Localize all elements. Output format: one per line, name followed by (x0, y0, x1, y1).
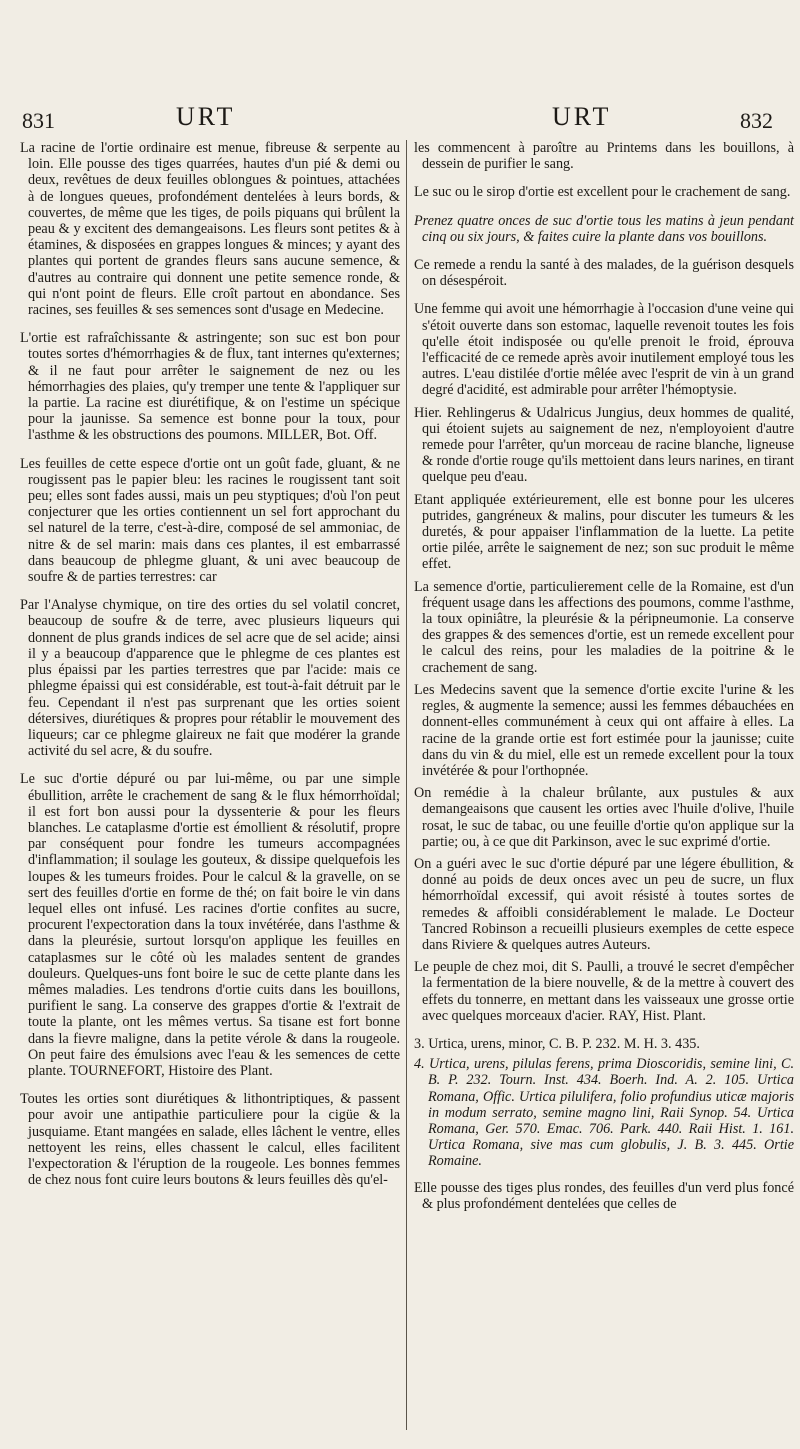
paragraph: Le suc ou le sirop d'ortie est excellent pour le crachement de sang. (414, 184, 791, 201)
recipe-paragraph: Prenez quatre onces de suc d'ortie tous les matins à jeun pendant cinq ou six jours, & faites cuire la plante dans vos bouillons. (414, 212, 794, 245)
species-list (414, 1036, 794, 1170)
paragraph: L'ortie est rafraîchissante & astringente; son suc est bon pour toutes sortes d'hémorrhagies & de flux, tant internes qu'externes; & il ne faut pour arrêter le saignement de nez ou les hémorrhagies des plaies, qu'y tremper une tente & l'appliquer sur la partie. La racine est diurétifique, & on l'estime un spécique pour la jaunisse. Sa semence est bonne pour la toux, pour l'asthme & les obstructions des poumons. MILLER, Bot. Off. (20, 330, 400, 444)
right-column (414, 140, 794, 1224)
paragraph: Hier. Rehlingerus & Udalricus Jungius, deux hommes de qualité, qui étoient sujets au saignement de nez, n'employoient d'autre remede pour l'arrêter, qu'un morceau de racine blanche, ligneuse & ronde d'ortie rouge qu'ils mettoient dans leurs narines, en tirant quelque peu d'eau. (414, 404, 794, 486)
paragraph: Le peuple de chez moi, dit S. Paulli, a trouvé le secret d'empêcher la fermentation de la biere nouvelle, & de la mettre à couvert des effets du tonnerre, en mettant dans les vaisseaux une grosse ortie avec quelques morceaux d'acier. RAY, Hist. Plant. (414, 959, 794, 1024)
paragraph: Elle pousse des tiges plus rondes, des feuilles d'un verd plus foncé & plus profondément dentelées que celles de (414, 1179, 794, 1212)
left-running-head: URT (176, 102, 236, 131)
left-column (20, 140, 400, 1200)
paragraph: La racine de l'ortie ordinaire est menue, fibreuse & serpente au loin. Elle pousse des tiges quarrées, hautes d'un pié & demi ou deux, revêtues de deux feuilles oblongues & pointues, attachées à de longues queues, profondément dentelées à leurs bords, & couvertes, de même que les tiges, de poils piquans qui brûlent la peau & y excitent des demangeaisons. Les fleurs sont petites & à étamines, & disposées en grappes longues & minces; y ayant des plantes qui portent de grandes fleurs sans aucune semence, & d'autres au contraire qui donnent une petite semence ronde, & qui n'ont point de fleurs. Elle croît partout en abondance. Ses racines, ses feuilles & ses semences sont d'usage en Medecine. (20, 140, 400, 319)
paragraph: Etant appliquée extérieurement, elle est bonne pour les ulceres putrides, gangréneux & malins, pour discuter les tumeurs & les duretés, & pour appaiser l'inflammation de la luette. La petite ortie pilée, arrête le saignement de nez; son suc produit le même effet. (414, 491, 794, 573)
species-entry: 3. Urtica, urens, minor, C. B. P. 232. M. H. 3. 435. (414, 1035, 700, 1052)
species-entry: 4. Urtica, urens, pilulas ferens, prima Dioscoridis, semine lini, C. B. P. 232. Tourn. Inst. 434. Boerh. Ind. A. 2. 105. Urtica Romana, Offic. Urtica pilulifera, folio profundius uticæ majoris in modum serrato, semine magno lini, Raii Synop. 54. Urtica Romana, Ger. 570. Emac. 706. Park. 440. Raii Hist. 1. 161. Urtica Romana, sive mas cum globulis, J. B. 3. 445. Ortie Romaine. (414, 1056, 794, 1170)
column-divider (406, 140, 407, 1430)
paragraph: Les feuilles de cette espece d'ortie ont un goût fade, gluant, & ne rougissent pas le papier bleu: les racines le rougissent tant soit peu; elles sont fades aussi, mais un peu styptiques; d'où l'on peut conjecturer que les orties contiennent un sel fort approchant du sel naturel de la terre, c'est-à-dire, composé de sel ammoniac, de nitre & de sel marin: mais dans ces plantes, il est embarrassé dans beaucoup de phlegme gluant, & uni avec beaucoup de soufre & de parties terrestres: car (20, 455, 400, 586)
paragraph: Ce remede a rendu la santé à des malades, de la guérison desquels on désespéroit. (414, 257, 794, 290)
paragraph: Toutes les orties sont diurétiques & lithontriptiques, & passent pour avoir une antipathie particuliere pour la cigüe & la jusquiame. Etant mangées en salade, elles lâchent le ventre, elles nettoyent les reins, elles chassent le calcul, elles facilitent l'expectoration & l'éruption de la rougeole. Les bonnes femmes de chez nous font cuire leurs boutons & leurs feuilles dès qu'el- (20, 1091, 400, 1189)
paragraph: les commencent à paroître au Printems dans les bouillons, à dessein de purifier le sang. (414, 140, 794, 173)
left-page-number: 831 (22, 108, 55, 133)
paragraph: Par l'Analyse chymique, on tire des orties du sel volatil concret, beaucoup de soufre & de terre, avec plusieurs liqueurs qui donnent de plus grands indices de sel acre que de sel acide; ainsi il y a beaucoup d'apparence que le phlegme de ces plantes est plus épaissi par les parties terrestres que par l'acide: mais ce phlegme épaissi qui est considérable, est tout-à-fait détruit par le feu. Cependant il n'est pas surprenant que les orties soient détersives, diurétiques & propres pour rétablir le mouvement des liqueurs; car ce phlegme glaireux ne fait que modérer la grande activité du sel acre, & du soufre. (20, 597, 400, 760)
paragraph: On a guéri avec le suc d'ortie dépuré par une légere ébullition, & donné au poids de deux onces avec un peu de sucre, un flux hémorrhoïdal excessif, qui avoit résisté à toutes sortes de remedes & affoibli considérablement le malade. Le Docteur Tancred Robinson a recueilli plusieurs exemples de cette espece dans Riviere & quelques autres Auteurs. (414, 855, 794, 953)
right-running-head: URT (552, 102, 612, 131)
right-page-number: 832 (740, 108, 773, 133)
paragraph: Les Medecins savent que la semence d'ortie excite l'urine & les regles, & augmente la semence; aussi les femmes débauchées en donnent-elles communément à ceux qui ont affaire à elles. La racine de la grande ortie est fort estimée pour la jaunisse; cuite dans du vin & du miel, elle est un remede excellent pour la toux invétérée & pour l'orthopnée. (414, 681, 794, 779)
paragraph: Une femme qui avoit une hémorrhagie à l'occasion d'une veine qui s'étoit ouverte dans son estomac, laquelle revenoit toutes les fois qu'elle étoit indisposée ou qu'elle prenoit le froid, éprouva l'efficacité de ce remede après avoir inutilement employé tous les autres. L'eau distilée d'ortie mêlée avec l'esprit de vin à un grand degré d'acidité, est admirable pour arrêter l'hémoptysie. (414, 301, 794, 399)
paragraph: On remédie à la chaleur brûlante, aux pustules & aux demangeaisons que causent les orties avec l'huile d'olive, l'huile rosat, le suc de tabac, ou une feuille d'ortie qu'on applique sur la partie; ou, à ce que dit Parkinson, avec le suc exprimé d'ortie. (414, 785, 794, 850)
paragraph: La semence d'ortie, particulierement celle de la Romaine, est d'un fréquent usage dans les affections des poumons, comme l'asthme, la toux opiniâtre, la pleurésie & la péripneumonie. La conserve des grappes & des semences d'ortie, est un remede excellent pour le calcul des reins, pour les maladies de la poitrine & le crachement de sang. (414, 578, 794, 676)
paragraph: Le suc d'ortie dépuré ou par lui-même, ou par une simple ébullition, arrête le crachement de sang & le flux hémorrhoïdal; il est fort bon aussi pour la dyssenterie & pour les fleurs blanches. Le cataplasme d'ortie est émollient & résolutif, propre par conséquent pour fondre les tumeurs accompagnées d'inflammation; il soulage les gouteux, & dissipe quelquefois les loupes & les tumeurs froides. Pour le calcul & la gravelle, on se sert des feuilles d'ortie en forme de thé; on fait boire le vin dans lequel elles ont infusé. Les racines d'ortie confites au sucre, procurent l'expectoration dans la toux invétérée, dans l'asthme & dans la pleurésie, surtout lorsqu'on applique les feuilles en cataplasmes sur le côté où les malades sentent de grandes douleurs. Quelques-uns font boire le suc de cette plante dans les mêmes maladies. Les tendrons d'ortie cuits dans les bouillons, purifient le sang. La conserve des grappes d'ortie & l'extrait de toute la plante, ont les mêmes vertus. Sa tisane est fort bonne dans la fievre maligne, dans la petite vérole & dans la rougeole. On peut faire des émulsions avec l'eau & les semences de cette plante. TOURNEFORT, Histoire des Plant. (20, 771, 400, 1079)
